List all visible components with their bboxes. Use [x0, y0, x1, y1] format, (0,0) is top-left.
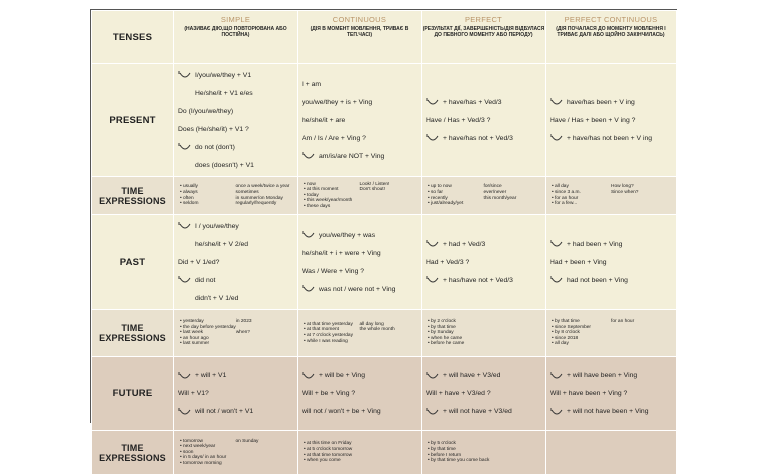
- tenses-table: [91, 10, 677, 475]
- formula-text: Am / Is / Are + Ving ?: [302, 134, 366, 142]
- future-perfect-continuous-cell: [546, 357, 677, 431]
- formula-text: do not (don't): [195, 143, 235, 151]
- present-simple-time: • usually once a week/twice a year • always sometimes • often in summer/on Monday • seldom regularly/frequently: [174, 177, 298, 215]
- formula-text: Had + Ved/3 ?: [426, 258, 470, 266]
- formula-text: Do (I/you/we/they): [178, 107, 234, 115]
- smile-icon: [302, 229, 316, 241]
- present-perfect-time: • up to now for/since • so far ever/never • recently this month/year • just/already/yet: [422, 177, 546, 215]
- formula-text: Will + have + V3/ed ?: [426, 390, 491, 397]
- smile-icon: [426, 370, 440, 382]
- past-perfect-cell: [422, 215, 546, 310]
- past-perfect-continuous-time: • by that time for an hour • since September • by 8 o'clock • since 2018 • all day: [546, 310, 677, 357]
- future-simple-time: • tomorrow on Sunday • next week/year • soon • in 5 days/ in an hour • tomorrow morning: [174, 431, 298, 475]
- smile-icon: [302, 283, 316, 295]
- future-perfect-time: • by 5 o'clock • by that time • before I return • by that time you come back: [422, 431, 546, 475]
- formula-text: + have/has + Ved/3: [443, 98, 502, 106]
- formula-text: he/she/it + V 2/ed: [195, 240, 249, 248]
- present-perfect-cell: [422, 64, 546, 177]
- formula-text: I/you/we/they + V1: [195, 71, 252, 79]
- row-future-label: FUTURE: [92, 357, 174, 431]
- col-perfect-continuous: PERFECT CONTINUOUS (ДІЯ ПОЧАЛАСЯ ДО МОМЕНТУ МОВЛЕННЯ І ТРИВАЄ ДАЛІ АБО ЩОЙНО ЗАКІНЧИЛАСЬ): [546, 11, 677, 64]
- row-time-expressions-label: TIME EXPRESSIONS: [92, 431, 174, 475]
- formula-text: was not / were not + Ving: [319, 285, 396, 293]
- formula-text: he/she/it + are: [302, 116, 346, 124]
- present-simple-cell: [174, 64, 298, 177]
- formula-text: I / you/we/they: [195, 222, 239, 230]
- corner-label: TENSES: [92, 11, 174, 64]
- future-perfect-continuous-time: [546, 431, 677, 475]
- smile-icon: [178, 220, 192, 232]
- row-time-expressions-label: TIME EXPRESSIONS: [92, 310, 174, 357]
- row-present-label: PRESENT: [92, 64, 174, 177]
- smile-icon: [550, 238, 564, 250]
- formula-text: you/we/they + was: [319, 231, 376, 239]
- formula-text: + has/have not + Ved/3: [443, 276, 513, 284]
- smile-icon: [550, 96, 564, 108]
- formula-text: + will have been + Ving: [567, 372, 638, 379]
- formula-text: didn't + V 1/ed: [195, 294, 239, 302]
- future-continuous-cell: [298, 357, 422, 431]
- formula-text: will not / won't + be + Ving: [302, 408, 381, 415]
- formula-text: + had been + Ving: [567, 240, 623, 248]
- col-simple: SIMPLE (НАЗИВАЄ ДІЮ,ЩО ПОВТОРЮВАНА АБО ПОСТІЙНА): [174, 11, 298, 64]
- formula-text: + have/has not + Ved/3: [443, 134, 513, 142]
- smile-icon: [302, 370, 316, 382]
- smile-icon: [550, 406, 564, 418]
- smile-icon: [426, 238, 440, 250]
- smile-icon: [178, 406, 192, 418]
- smile-icon: [550, 370, 564, 382]
- formula-text: did not: [195, 276, 216, 284]
- formula-text: Have / Has + been + V ing ?: [550, 116, 636, 124]
- past-simple-time: • yesterday in 2023 • the day before yesterday • last week when? • an hour ago • last summer: [174, 310, 298, 357]
- formula-text: Will + have been + Ving ?: [550, 390, 628, 397]
- formula-text: Will + V1?: [178, 390, 209, 397]
- formula-text: you/we/they + is + Ving: [302, 98, 373, 106]
- present-continuous-cell: [298, 64, 422, 177]
- smile-icon: [178, 274, 192, 286]
- smile-icon: [550, 274, 564, 286]
- past-simple-cell: [174, 215, 298, 310]
- smile-icon: [178, 141, 192, 153]
- row-past-label: PAST: [92, 215, 174, 310]
- formula-text: + will have + V3/ed: [443, 372, 501, 379]
- formula-text: + will + V1: [195, 372, 227, 379]
- smile-icon: [178, 370, 192, 382]
- future-simple-cell: [174, 357, 298, 431]
- col-continuous: CONTINUOUS (ДІЯ В МОМЕНТ МОВЛЕННЯ, ТРИВАЄ В ТЕП.ЧАСІ): [298, 11, 422, 64]
- past-perfect-time: • by 2 o'clock • by that time • by Sunday • when he came • before he came: [422, 310, 546, 357]
- formula-text: Does (He/she/it) + V1 ?: [178, 125, 249, 133]
- present-perfect-continuous-cell: [546, 64, 677, 177]
- formula-text: + have/has not been + V ing: [567, 134, 653, 142]
- present-perfect-continuous-time: • all day How long? • since 3 a.m. Since when? • for an hour • for a few...: [546, 177, 677, 215]
- smile-icon: [178, 69, 192, 81]
- future-perfect-cell: [422, 357, 546, 431]
- formula-text: Have / Has + Ved/3 ?: [426, 116, 491, 124]
- row-time-expressions-label: TIME EXPRESSIONS: [92, 177, 174, 215]
- formula-text: + will be + Ving: [319, 372, 365, 379]
- formula-text: + will not have + V3/ed: [443, 408, 512, 415]
- smile-icon: [426, 96, 440, 108]
- smile-icon: [550, 132, 564, 144]
- past-continuous-time: • at that time yesterday all day long • at that moment the whole month • at 7 o'clock yesterday • while I was reading: [298, 310, 422, 357]
- formula-text: he/she/it + i + were + Ving: [302, 249, 381, 257]
- formula-text: Did + V 1/ed?: [178, 258, 220, 266]
- formula-text: He/she/it + V1 e/es: [195, 89, 253, 97]
- formula-text: I + am: [302, 80, 322, 88]
- formula-text: have/has been + V ing: [567, 98, 635, 106]
- formula-text: am/is/are NOT + Ving: [319, 152, 385, 160]
- formula-text: + will not have been + Ving: [567, 408, 649, 415]
- tenses-table-sheet: [90, 9, 677, 466]
- smile-icon: [426, 274, 440, 286]
- formula-text: Had + been + Ving: [550, 258, 607, 266]
- past-continuous-cell: [298, 215, 422, 310]
- formula-text: will not / won't + V1: [195, 408, 254, 415]
- formula-text: had not been + Ving: [567, 276, 628, 284]
- smile-icon: [426, 406, 440, 418]
- formula-text: + had + Ved/3: [443, 240, 486, 248]
- formula-text: Will + be + Ving ?: [302, 390, 356, 397]
- future-continuous-time: • at this time on Friday • at 5 o'clock tomorrow • at that time tomorrow • when you come: [298, 431, 422, 475]
- present-continuous-time: • now Look! / Listen! • at this moment Don't shout! • today • this week/year/month • these days: [298, 177, 422, 215]
- smile-icon: [302, 150, 316, 162]
- formula-text: does (doesn't) + V1: [195, 161, 254, 169]
- past-perfect-continuous-cell: [546, 215, 677, 310]
- smile-icon: [426, 132, 440, 144]
- col-perfect: PERFECT (РЕЗУЛЬТАТ ДІЇ, ЗАВЕРШЕНІСТЬ/ДІЯ ВІДБУЛАСЯ ДО ПЕВНОГО МОМЕНТУ АБО ПЕРІОДУ): [422, 11, 546, 64]
- formula-text: Was / Were + Ving ?: [302, 267, 365, 275]
